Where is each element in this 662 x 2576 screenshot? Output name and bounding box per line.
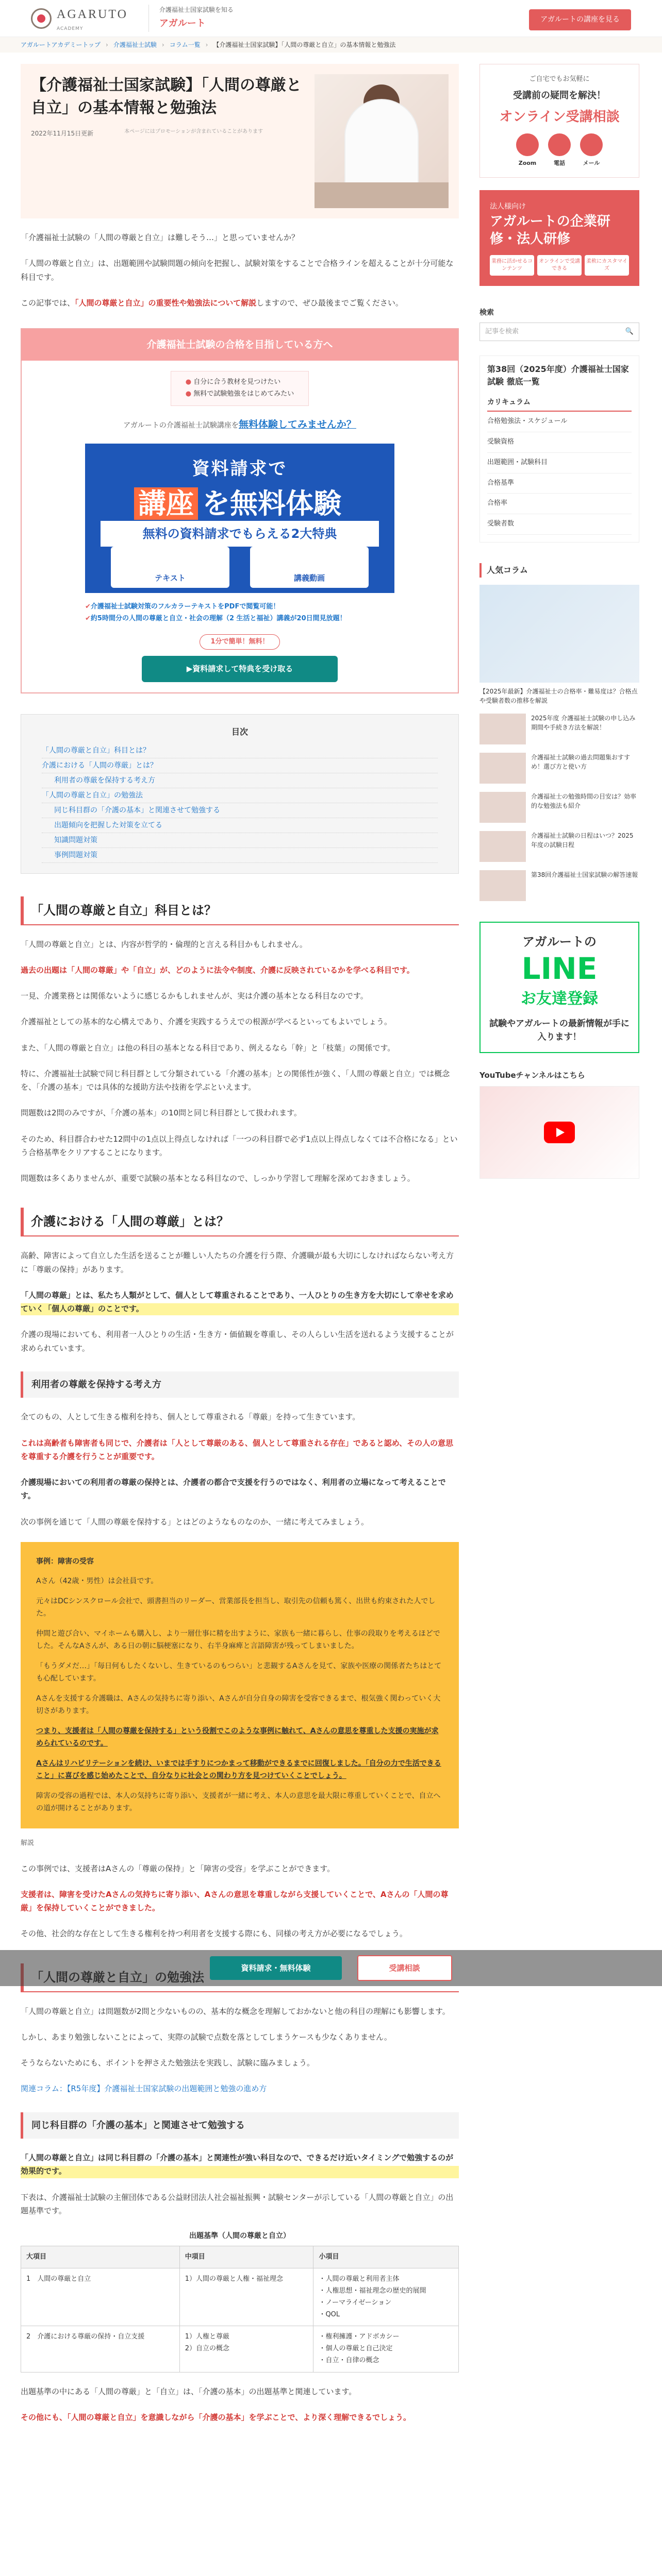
table-row: 1 人間の尊厳と自立 1）人間の尊厳と人権・福祉理念 ・人間の尊厳と利用者主体 ・人権思想・福祉理念の歴史的展開 ・ノーマライゼーション ・QOL <box>21 2268 459 2326</box>
cta-benefit: ✔ 介護福祉士試験対策のフルカラーテキストをPDFで閲覧可能！ <box>85 601 394 613</box>
tagline-1: 介護福祉士国家試験を知る <box>159 6 234 14</box>
case-para: Aさんを支援する介護職は、Aさんの気持ちに寄り添い、Aさんが自分自身の障害を受容できるまで、根気強く関わっていく大切さがあります。 <box>36 1694 441 1716</box>
section-heading: 介護における「人間の尊厳」とは？ <box>21 1208 459 1236</box>
logo-sub: ACADEMY <box>57 26 84 31</box>
training-feature: 業務に活かせるコンテンツ <box>490 255 534 276</box>
sticky-cta-bar <box>0 1950 662 1986</box>
sticky-consult-button[interactable]: 受講相談 <box>357 1955 452 1981</box>
body-para: しかし、あまり勉強しないことによって、実際の試験で点数を落としてしまうケースも少なくありません。 <box>21 2032 392 2042</box>
breadcrumb-current: 【介護福祉士国家試験】「人間の尊厳と自立」の基本情報と勉強法 <box>213 41 396 48</box>
exam-guide-link[interactable]: 合格基準 <box>487 473 632 494</box>
toc-item[interactable]: 利用者の尊厳を保持する考え方 <box>42 773 438 788</box>
exam-guide-link[interactable]: 合格率 <box>487 494 632 514</box>
body-para: 「人間の尊厳と自立」は問題数が2問と少ないものの、基本的な概念を理解しておかないと他の科目の理解にも影響します。 <box>21 2006 450 2016</box>
toc-item[interactable]: 同じ科目群の「介護の基本」と関連させて勉強する <box>42 803 438 818</box>
hero-image <box>315 74 449 208</box>
case-para: Aさんはリハビリテーションを続け、いまでは手すりにつかまって移動ができるまでに回復しました。「自分の力で生活できること」に喜びを感じ始めたことで、自分なりに社会との関わり方を見つけていくことでしょう。 <box>36 1759 441 1781</box>
request-docs-button[interactable]: ▶資料請求して特典を受け取る <box>142 656 338 682</box>
subsection-heading: 同じ科目群の「介護の基本」と関連させて勉強する <box>21 2112 459 2139</box>
header-tagline <box>148 5 234 32</box>
body-para: その他、社会的な存在として生きる権利を持つ利用者を支援する際にも、同様の考え方が必要になるでしょう。 <box>21 1929 407 1939</box>
subsection-heading: 利用者の尊厳を保持する考え方 <box>21 1371 459 1398</box>
popular-hero-image[interactable] <box>479 585 639 683</box>
breadcrumb-home[interactable]: アガルートアカデミートップ <box>21 41 101 48</box>
logo-mark-icon <box>31 8 52 29</box>
body-para: 出題基準の中にある「人間の尊厳」と「自立」は、「介護の基本」の出題基準と関連しています。 <box>21 2386 357 2396</box>
table-row: 2 介護における尊厳の保持・自立支援 1）人権と尊厳 2）自立の概念 ・権利擁護・アドボカシー ・個人の尊厳と自己決定 ・自立・自律の概念 <box>21 2326 459 2372</box>
table-of-contents <box>21 714 459 874</box>
phone-icon: 電話 <box>548 133 571 168</box>
banner-textbook-tile: テキスト <box>111 547 229 588</box>
youtube-play-icon[interactable] <box>544 1122 575 1143</box>
case-para: Aさん（42歳・男性）は会社員です。 <box>36 1577 158 1586</box>
corporate-training-ad[interactable]: 法人様向け アガルートの企業研修・法人研修 業務に活かせるコンテンツ オンラインで受講できる 柔軟にカスタマイズ <box>479 190 639 286</box>
case-label: 事例：障害の受容 <box>36 1557 94 1566</box>
body-para: 介護の現場においても、利用者一人ひとりの生活・生き方・価値観を尊重し、その人らしい生活を送れるよう支援することが求められています。 <box>21 1330 454 1353</box>
search-icon[interactable]: 🔍 <box>625 327 634 335</box>
cta-checklist <box>171 371 309 406</box>
toc-item[interactable]: 介護における「人間の尊厳」とは？ <box>42 758 438 773</box>
logo-text: AGARUTO <box>57 7 128 21</box>
popular-item[interactable]: 介護福祉士試験の日程はいつ？2025年度の試験日程 <box>479 831 639 862</box>
breadcrumb-sep: › <box>106 41 108 48</box>
updated-date: 2022年11月15日更新 <box>31 130 94 137</box>
case-study-box <box>21 1542 459 1828</box>
breadcrumb-sep: › <box>205 41 208 48</box>
toc-title: 目次 <box>231 726 248 737</box>
exam-criteria-table <box>21 2246 459 2372</box>
free-trial-banner[interactable]: 資料請求で 講座 を無料体験 無料の資料請求でもらえる2大特典 テキスト 講義動画 <box>85 444 394 593</box>
body-para: 高齢、障害によって自立した生活を送ることが難しい人たちの介護を行う際、介護職が最も大切にしなければならない考え方に「尊厳の保持」があります。 <box>21 1251 454 1274</box>
body-para: 「人間の尊厳と自立」は同じ科目群の「介護の基本」と関連性が強い科目なので、できるだけ近いタイミングで勉強するのが効果的です。 <box>21 2151 459 2178</box>
cta-heading: 介護福祉士試験の合格を目指している方へ <box>22 329 458 361</box>
body-para: 「人間の尊厳と自立」とは、内容が哲学的・倫理的と言える科目かもしれません。 <box>21 939 307 949</box>
cta-easy-badge: 1分で簡単！無料！ <box>200 634 279 650</box>
youtube-title: YouTubeチャンネルはこちら <box>479 1071 585 1080</box>
breadcrumb-sep: › <box>161 41 164 48</box>
table-header: 小項目 <box>313 2246 459 2268</box>
exam-guide-title: 第38回（2025年度）介護福祉士国家試験 徹底一覧 <box>487 364 629 386</box>
popular-item[interactable]: 介護福祉士の勉強時間の目安は？効率的な勉強法も紹介 <box>479 792 639 823</box>
body-para: 全てのもの、人として生きる権利を持ち、個人として尊重される「尊厳」を持って生きています。 <box>21 1412 360 1422</box>
search-label: 検索 <box>479 309 494 317</box>
case-para: 「もうダメだ…」「毎日何もしたくないし、生きているのもつらい」と悲観するAさんを見て、家族や医療の関係者たちはとても心配しています。 <box>36 1662 442 1683</box>
popular-item[interactable]: 2025年度 介護福祉士試験の申し込み期間や手続き方法を解説！ <box>479 714 639 744</box>
body-para: この事例では、支援者はAさんの「尊厳の保持」と「障害の受容」を学ぶことができます。 <box>21 1863 335 1873</box>
line-friend-ad[interactable]: アガルートの LINE お友達登録 試験やアガルートの最新情報が手に入ります！ <box>479 922 639 1053</box>
training-feature: 柔軟にカスタマイズ <box>585 255 629 276</box>
toc-item[interactable]: 事例問題対策 <box>42 848 438 863</box>
exam-guide-link[interactable]: 受験者数 <box>487 514 632 535</box>
case-explain-label: 解説 <box>21 1839 35 1847</box>
toc-item[interactable]: 出題傾向を把握した対策を立てる <box>42 818 438 833</box>
table-title: 出題基準（人間の尊厳と自立） <box>189 2232 290 2240</box>
popular-item[interactable]: 介護福祉士試験の過去問題集おすすめ！選び方と使い方 <box>479 753 639 784</box>
cta-check-item: ● 無料で試験勉強をはじめてみたい <box>186 388 294 400</box>
training-feature: オンラインで受講できる <box>537 255 582 276</box>
trial-cta-box <box>21 328 459 693</box>
online-consult-ad[interactable]: ご自宅でもお気軽に 受講前の疑問を解決！ オンライン受講相談 Zoom 電話 メール <box>479 64 639 178</box>
promotion-note: 本ページにはプロモーションが含まれていることがあります <box>124 129 263 134</box>
page-title: 【介護福祉士国家試験】「人間の尊厳と自立」の基本情報と勉強法 <box>31 76 302 117</box>
cta-benefit: ✔ 約5時間分の人間の尊厳と自立・社会の理解（2 生活と福祉）講義が20日間見放題！ <box>85 613 394 625</box>
exam-guide-link[interactable]: 合格勉強法・スケジュール <box>487 412 632 432</box>
intro-para-1: 「介護福祉士試験の「人間の尊厳と自立」は難しそう…」と思っていませんか？ <box>21 233 300 242</box>
banner-video-tile: 講義動画 <box>250 547 369 588</box>
exam-guide-link[interactable]: 出題範囲・試験科目 <box>487 453 632 473</box>
site-logo[interactable] <box>31 4 128 33</box>
article-main <box>21 64 459 2424</box>
toc-item[interactable]: 知識問題対策 <box>42 833 438 848</box>
popular-item[interactable]: 第38回介護福祉士国家試験の解答速報 <box>479 870 639 901</box>
breadcrumb <box>0 37 662 53</box>
body-para: 特に、介護福祉士試験で同じ科目群として分類されている「介護の基本」との関係性が強く、「人間の尊厳と自立」では概念を、「介護の基本」では具体的な援助方法や技術を学ぶといえます。 <box>21 1069 450 1092</box>
body-para: 過去の出題は「人間の尊厳」や「自立」が、どのように法令や制度、介護に反映されているかを学べる科目です。 <box>21 965 415 975</box>
site-header <box>0 0 662 37</box>
zoom-icon: Zoom <box>516 133 539 168</box>
body-para: そのため、科目群合わせた12問中の1点以上得点しなければ「一つの科目群で必ず1点以上得点しなくては不合格になる」という合格基準をクリアすることになります。 <box>21 1134 458 1157</box>
body-para: 問題数は2問のみですが、「介護の基本」の10問と同じ科目群として扱われます。 <box>21 1108 302 1118</box>
body-para: 介護福祉としての基本的な心構えであり、介護を実践するうえでの根源が学べるといってもよいでしょう。 <box>21 1017 392 1027</box>
cta-invite: アガルートの介護福祉士試験講座を無料体験してみませんか？ <box>123 418 356 430</box>
table-header: 大項目 <box>21 2246 180 2268</box>
body-para: その他にも、「人間の尊厳と自立」を意識しながら「介護の基本」を学ぶことで、より深く理解できるでしょう。 <box>21 2412 411 2422</box>
popular-hero-caption[interactable]: 【2025年最新】介護福祉士の合格率・難易度は？合格点や受験者数の推移を解説 <box>479 687 638 704</box>
case-para: 仲間と遊び合い、マイホームも購入し、より一層仕事に精を出すように、家族も一緒に暮らし、仕事の段取りを考えるほどでした。そんなAさんが、ある日の朝に脳梗塞になり、右半身麻痺と言語障害が残ってしまいました。 <box>36 1629 440 1651</box>
body-para: 支援者は、障害を受けたAさんの気持ちに寄り添い、Aさんの意思を尊重しながら支援していくことで、Aさんの「人間の尊厳」を保持していくことができました。 <box>21 1889 449 1912</box>
body-para: そうならないためにも、ポイントを押さえた勉強法を実践し、試験に臨みましょう。 <box>21 2058 315 2067</box>
related-column-link[interactable]: 関連コラム：【R5年度】介護福祉士国家試験の出題範囲と勉強の進め方 <box>21 2084 267 2094</box>
body-para: また、「人間の尊厳と自立」は他の科目の基本となる科目であり、例えるなら「幹」と「枝葉」の関係です。 <box>21 1043 395 1053</box>
sidebar <box>479 64 639 2424</box>
popular-columns-title: 人気コラム <box>479 563 639 578</box>
tagline-2: アガルート <box>159 18 206 29</box>
toc-item[interactable]: 「人間の尊厳と自立」科目とは？ <box>42 743 438 758</box>
exam-guide-category: カリキュラム <box>487 396 632 412</box>
cta-check-item: ● 自分に合う教材を見つけたい <box>186 377 294 388</box>
mail-icon: メール <box>580 133 603 168</box>
breadcrumb-columns[interactable]: コラム一覧 <box>169 41 201 48</box>
search-input[interactable]: 記事を検索 🔍 <box>479 323 639 341</box>
header-cta-button[interactable]: アガルートの講座を見る <box>529 9 631 30</box>
intro-para-3: この記事では、「人間の尊厳と自立」の重要性や勉強法について解説しますので、ぜひ最後までご覧ください。 <box>21 298 403 308</box>
exam-guide-box <box>479 355 639 543</box>
cta-benefits <box>85 601 394 625</box>
case-para: つまり、支援者は「人間の尊厳を保持する」という役割でこのような事例に触れて、Aさんの意思を尊重した支援の実施が求められているのです。 <box>36 1726 439 1748</box>
body-para: 「人間の尊厳」とは、私たち人類がとして、個人として尊重されることであり、一人ひとりの生き方を大切にして幸せを求めていく「個人の尊厳」のことです。 <box>21 1289 459 1316</box>
table-header: 中項目 <box>179 2246 313 2268</box>
body-para: これは高齢者も障害者も同じで、介護者は「人として尊厳のある、個人として尊重される存在」であると認め、その人の意思を尊重する介護を行うことが重要です。 <box>21 1438 454 1461</box>
case-para: 障害の受容の過程では、本人の気持ちに寄り添い、支援者が一緒に考え、本人の意思を最大限に尊重していくことで、自立への道が開けることがあります。 <box>36 1791 441 1813</box>
body-para: 下表は、介護福祉士試験の主催団体である公益財団法人社会福祉振興・試験センターが示している「人間の尊厳と自立」の出題基準です。 <box>21 2192 454 2215</box>
body-para: 一見、介護業務とは関係ないように感じるかもしれませんが、実は介護の基本となる科目なのです。 <box>21 991 368 1001</box>
body-para: 次の事例を通じて「人間の尊厳を保持する」とはどのようなものなのか、一緒に考えてみましょう。 <box>21 1517 369 1527</box>
body-para: 介護現場においての利用者の尊厳の保持とは、介護者の都合で支援を行うのではなく、利用者の立場になって考えることです。 <box>21 1478 446 1501</box>
intro-para-2: 「人間の尊厳と自立」は、出題範囲や試験問題の傾向を把握し、試験対策をすることで合格ラインを超えることが十分可能な科目です。 <box>21 259 454 282</box>
article-hero <box>21 64 459 218</box>
toc-item[interactable]: 「人間の尊厳と自立」の勉強法 <box>42 788 438 803</box>
breadcrumb-exam[interactable]: 介護福祉士試験 <box>113 41 157 48</box>
section-heading: 「人間の尊厳と自立」科目とは？ <box>21 896 459 925</box>
exam-guide-link[interactable]: 受験資格 <box>487 432 632 453</box>
sticky-docs-button[interactable]: 資料請求・無料体験 <box>210 1956 341 1980</box>
case-para: 元々はDCシンスクロール会社で、頭書担当のリーダー、営業部長を担当し、取引先の信頼も篤く、出世も約束された人でした。 <box>36 1597 436 1618</box>
youtube-embed[interactable] <box>479 1086 639 1179</box>
body-para: 問題数は多くありませんが、重要で試験の基本となる科目なので、しっかり学習して理解を深めておきましょう。 <box>21 1174 415 1183</box>
